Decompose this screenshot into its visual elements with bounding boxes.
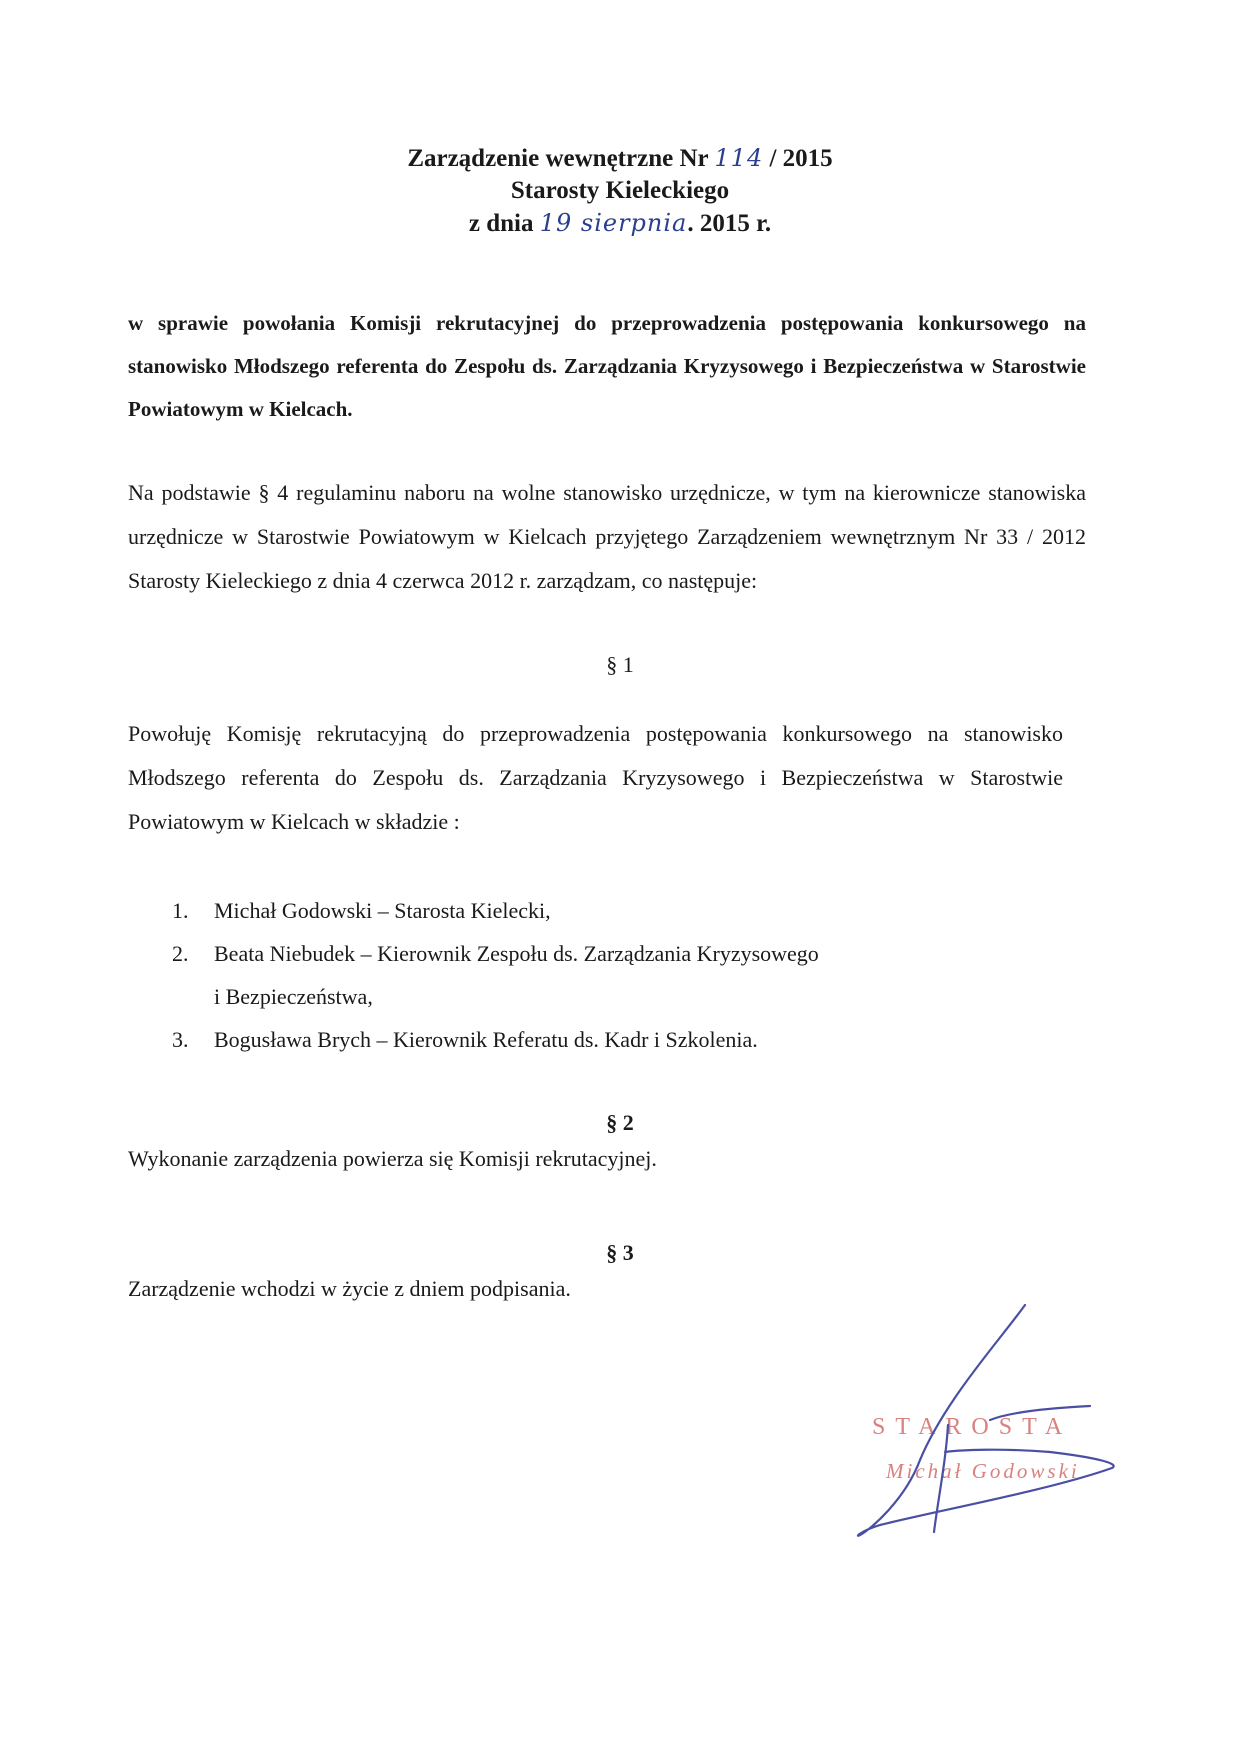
list-item: [172, 889, 819, 932]
commission-members-list: [172, 889, 819, 1061]
list-item-number: 1.: [172, 898, 189, 923]
stamp-name: Michał Godowski: [886, 1459, 1080, 1483]
header-issuer: Starosty Kieleckiego: [510, 177, 730, 204]
starosta-stamp-signature: [850, 1300, 1130, 1550]
list-item-number: 2.: [172, 941, 189, 966]
header-date-suffix: . 2015 r.: [687, 210, 772, 237]
list-item-text: Beata Niebudek – Kierownik Zespołu ds. Zarządzania Kryzysowego: [214, 941, 819, 966]
list-item-number: 3.: [172, 1027, 189, 1052]
section-3-heading: § 3: [606, 1240, 634, 1265]
header-order-prefix: Zarządzenie wewnętrzne Nr: [407, 145, 709, 172]
header-line-1: [0, 142, 1240, 175]
section-2-text: Wykonanie zarządzenia powierza się Komisji rekrutacyjnej.: [128, 1146, 657, 1171]
header-line-3: [0, 207, 1240, 240]
list-item-text: Michał Godowski – Starosta Kielecki,: [214, 898, 551, 923]
section-3-text: Zarządzenie wchodzi w życie z dniem podpisania.: [128, 1276, 571, 1301]
list-item: [172, 1018, 819, 1061]
list-item: [172, 932, 819, 1018]
document-subject: w sprawie powołania Komisji rekrutacyjnej do przeprowadzenia postępowania konkursowego na stanowisko Młodszego referenta do Zespołu ds. Zarządzania Kryzysowego i Bezpieczeństwa w Starostwie Powiatowym w Kielcach.: [128, 311, 1086, 421]
stamp-title: STAROSTA: [872, 1414, 1073, 1440]
list-item-text: Bogusława Brych – Kierownik Referatu ds. Kadr i Szkolenia.: [214, 1027, 758, 1052]
date-handwritten: 19 sierpnia: [539, 209, 688, 237]
section-2-heading: § 2: [606, 1110, 634, 1135]
preamble-paragraph: Na podstawie § 4 regulaminu naboru na wolne stanowisko urzędnicze, w tym na kierownicze stanowiska urzędnicze w Starostwie Powiatowym w Kielcach przyjętego Zarządzeniem wewnętrznym Nr 33 / 2012 Starosty Kieleckiego z dnia 4 czerwca 2012 r. zarządzam, co następuje:: [128, 480, 1086, 593]
header-date-prefix: z dnia: [468, 210, 534, 237]
section-1-heading: § 1: [606, 652, 634, 677]
list-item-continuation: i Bezpieczeństwa,: [214, 984, 373, 1009]
order-number-handwritten: 114: [714, 144, 764, 172]
document-header: [0, 142, 1240, 240]
header-order-suffix: / 2015: [769, 145, 833, 172]
section-1-text: Powołuję Komisję rekrutacyjną do przeprowadzenia postępowania konkursowego na stanowisko Młodszego referenta do Zespołu ds. Zarządzania Kryzysowego i Bezpieczeństwa w Starostwie Powiatowym w Kielcach w składzie :: [128, 721, 1063, 834]
